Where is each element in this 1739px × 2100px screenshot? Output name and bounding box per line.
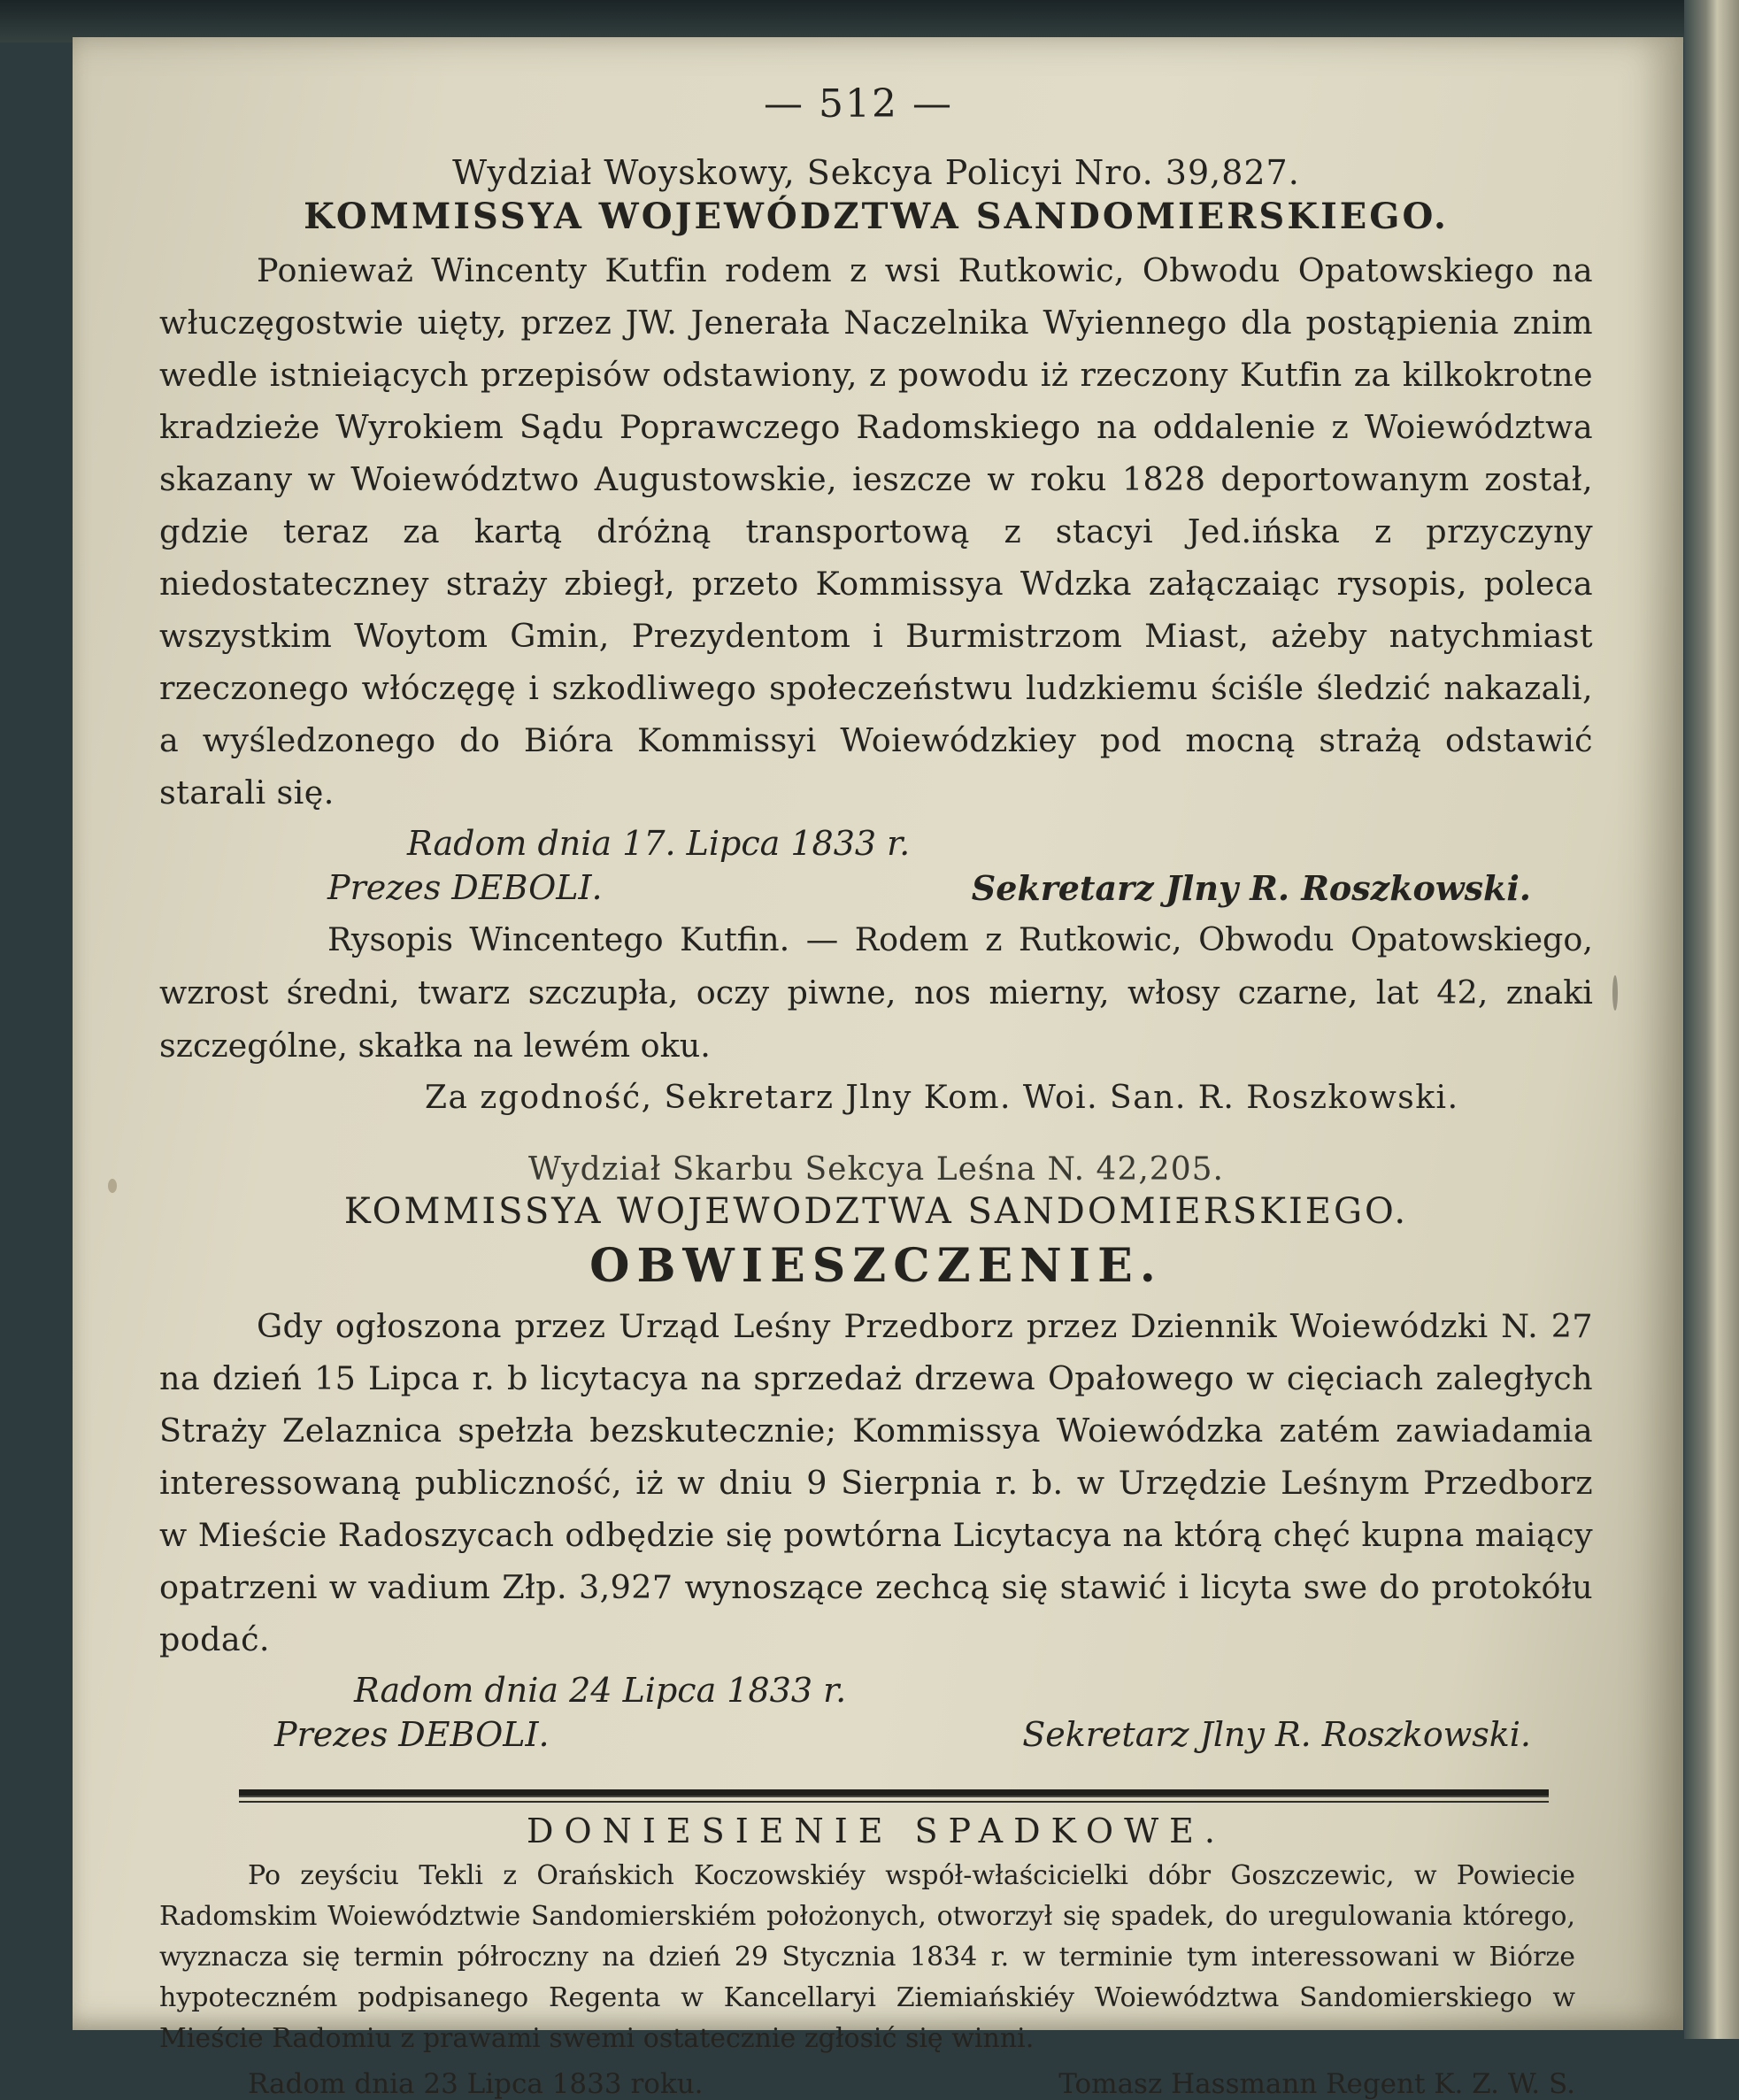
notice2-signatures bbox=[274, 1715, 1531, 1754]
notice3-title: DONIESIENIE SPADKOWE. bbox=[527, 1812, 1226, 1850]
notice1-sekretarz: Sekretarz Jlny R. Roszkowski. bbox=[971, 868, 1531, 908]
notice2-body: Gdy ogłoszona przez Urząd Leśny Przedborz przez Dziennik Woiewódzki N. 27 na dzień 15 Lipca r. b licytacya na sprzedaż drzewa Opałowego w cięciach zaległych Straży Zelaznica spełzła bezskutecznie; Kommissya Woiewódzka zatém zawiadamia interessowaną publiczność, iż w dniu 9 Sierpnia r. b. w Urzędzie Leśnym Przedborz w Mieście Radoszycach odbędzie się powtórna Licytacya na którą chęć kupna maiący opatrzeni w vadium Złp. 3,927 wynoszące zechcą się stawić i licyta swe do protokółu podać. bbox=[159, 1307, 1593, 1658]
notice1-heading: KOMMISSYA WOJEWÓDZTWA SANDOMIERSKIEGO. bbox=[304, 196, 1449, 237]
notice3-signature: Tomasz Hassmann Regent K. Z. W. S. bbox=[1058, 2068, 1575, 2100]
notice1-body: Ponieważ Wincenty Kutfin rodem z wsi Rutkowic, Obwodu Opatowskiego na włuczęgostwie uięty, przez JW. Jenerała Naczelnika Wyiennego dla postąpienia znim wedle istnieiących przepisów odstawiony, z powodu iż rzeczony Kutfin za kilkokrotne kradzieże Wyrokiem Sądu Poprawczego Radomskiego na oddalenie z Woiewództwa skazany w Woiewództwo Augustowskie, ieszcze w roku 1828 deportowanym został, gdzie teraz za kartą dróżną transportową z stacyi Jed.ińska z przyczyny niedostateczney straży zbiegł, przeto Kommissya Wdzka załączaiąc rysopis, poleca wszystkim Woytom Gmin, Prezydentom i Burmistrzom Miast, ażeby natychmiast rzeczonego włóczęgę i szkodliwego społeczeństwu ludzkiemu ściśle śledzić nakazali, a wyśledzonego do Bióra Kommissyi Woiewódzkiey pod mocną strażą odstawić starali się. bbox=[159, 251, 1593, 812]
book-page-edge bbox=[1684, 0, 1739, 2039]
paper-stain bbox=[108, 1179, 117, 1193]
notice1-rysopis: Rysopis Wincentego Kutfin. — Rodem z Rutkowic, Obwodu Opatowskiego, wzrost średni, twarz szczupła, oczy piwne, nos mierny, włosy czarne, lat 42, znaki szczególne, skałka na lewém oku. bbox=[159, 920, 1593, 1065]
notice1-prezes: Prezes DEBOLI. bbox=[327, 868, 603, 907]
notice3-body: Po zeyściu Tekli z Orańskich Koczowskiéy współ-właścicielki dóbr Goszczewic, w Powiecie Radomskim Woiewództwie Sandomierskiém położonych, otworzył się spadek, do uregulowania którego, wyznacza się termin półroczny na dzień 29 Stycznia 1834 r. w terminie tym interessowani w Biórze hypoteczném podpisanego Regenta w Kancellaryi Ziemiańskiéy Woiewództwa Sandomierskiego w Mieście Radomiu z prawami swemi ostatecznie zgłosić się winni. bbox=[159, 1860, 1575, 2054]
paper-mark bbox=[1612, 975, 1618, 1011]
notice1-meta: Wydział Woyskowy, Sekcya Policyi Nro. 39,827. bbox=[452, 153, 1300, 192]
notice2-meta: Wydział Skarbu Sekcya Leśna N. 42,205. bbox=[528, 1151, 1224, 1188]
page-number: — 512 — bbox=[764, 81, 953, 127]
notice1-signatures bbox=[327, 868, 1531, 908]
section-divider-thin bbox=[239, 1801, 1549, 1803]
notice1-date: Radom dnia 17. Lipca 1833 r. bbox=[407, 824, 911, 863]
notice2-date: Radom dnia 24 Lipca 1833 r. bbox=[354, 1671, 847, 1710]
notice3-date: Radom dnia 23 Lipca 1833 roku. bbox=[248, 2068, 704, 2100]
page-content bbox=[159, 81, 1593, 2100]
notice2-subheading: OBWIESZCZENIE. bbox=[589, 1239, 1163, 1293]
notice2-sekretarz: Sekretarz Jlny R. Roszkowski. bbox=[1022, 1715, 1531, 1754]
notice3-footer bbox=[248, 2068, 1575, 2100]
notice1-certification: Za zgodność, Sekretarz Jlny Kom. Woi. San. R. Roszkowski. bbox=[425, 1080, 1459, 1116]
notice2-heading: KOMMISSYA WOJEWODZTWA SANDOMIERSKIEGO. bbox=[343, 1191, 1409, 1232]
scan-background-top bbox=[0, 0, 1739, 42]
section-divider bbox=[239, 1789, 1549, 1797]
notice2-prezes: Prezes DEBOLI. bbox=[274, 1715, 550, 1754]
